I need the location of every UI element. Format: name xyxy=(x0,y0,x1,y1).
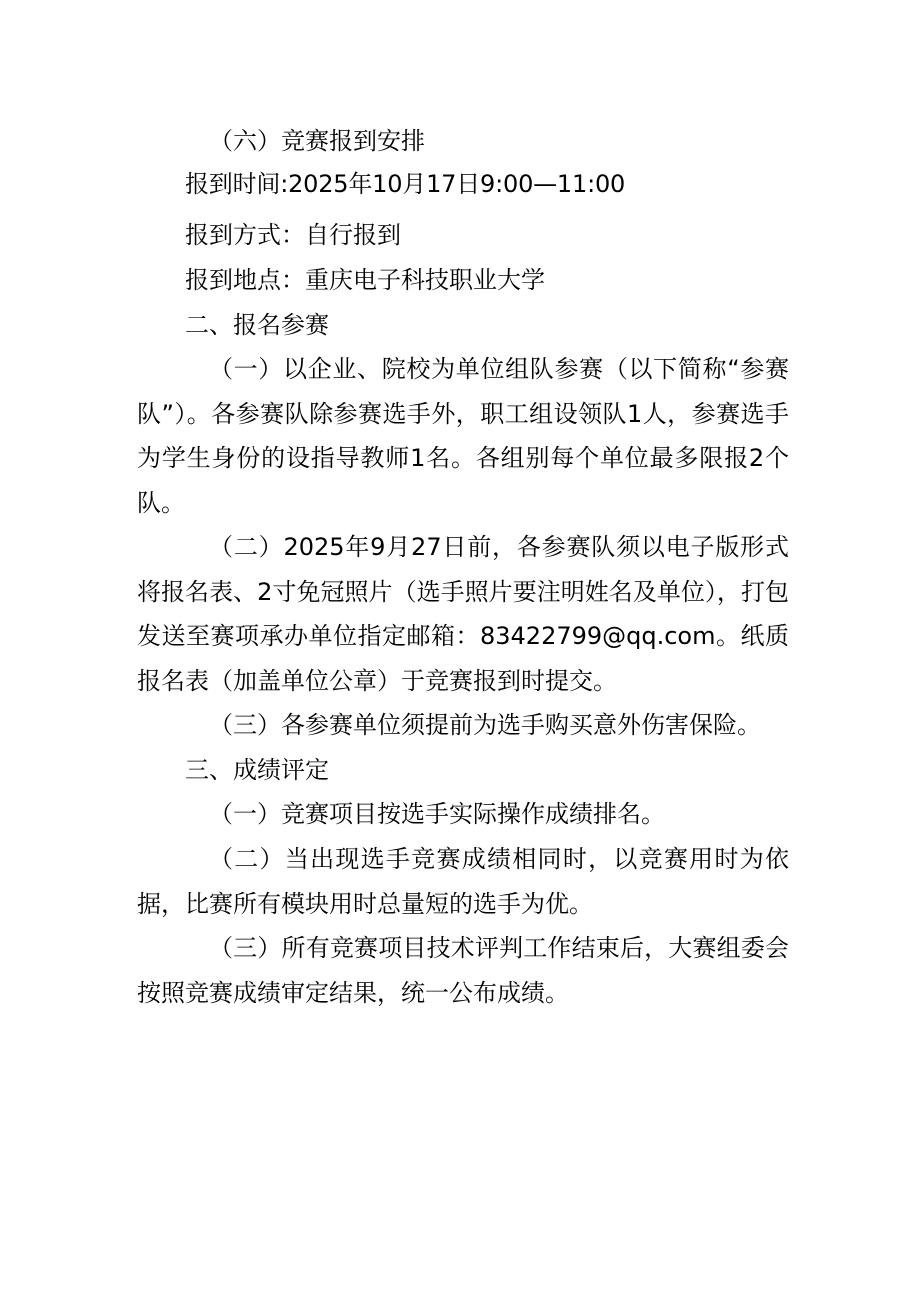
section-three-item-3: （三）所有竞赛项目技术评判工作结束后，大赛组委会按照竞赛成绩审定结果，统一公布成绩。 xyxy=(137,934,789,1007)
section-three-heading: 三、成绩评定 xyxy=(185,756,329,784)
section-two-item-2: （二）2025年9月27日前，各参赛队须以电子版形式将报名表、2寸免冠照片（选手照片要注明姓名及单位），打包发送至赛项承办单位指定邮箱：83422799@qq.com。纸质报名表（加盖单位公章）于竞赛报到时提交。 xyxy=(137,533,789,695)
report-place: 报到地点：重庆电子科技职业大学 xyxy=(185,266,545,294)
section-six-heading: （六）竞赛报到安排 xyxy=(209,127,425,155)
section-three-item-1: （一）竞赛项目按选手实际操作成绩排名。 xyxy=(209,800,665,828)
section-two-heading: 二、报名参赛 xyxy=(185,311,329,339)
section-two-item-3: （三）各参赛单位须提前为选手购买意外伤害保险。 xyxy=(209,711,761,739)
report-time: 报到时间:2025年10月17日9:00—11:00 xyxy=(185,170,626,198)
report-method: 报到方式：自行报到 xyxy=(185,221,401,249)
section-two-item-1: （一）以企业、院校为单位组队参赛（以下简称“参赛队”）。各参赛队除参赛选手外，职工组设领队1人，参赛选手为学生身份的设指导教师1名。各组别每个单位最多限报2个队。 xyxy=(137,355,789,517)
section-three-item-2: （二）当出现选手竞赛成绩相同时，以竞赛用时为依据，比赛所有模块用时总量短的选手为优。 xyxy=(137,845,789,918)
